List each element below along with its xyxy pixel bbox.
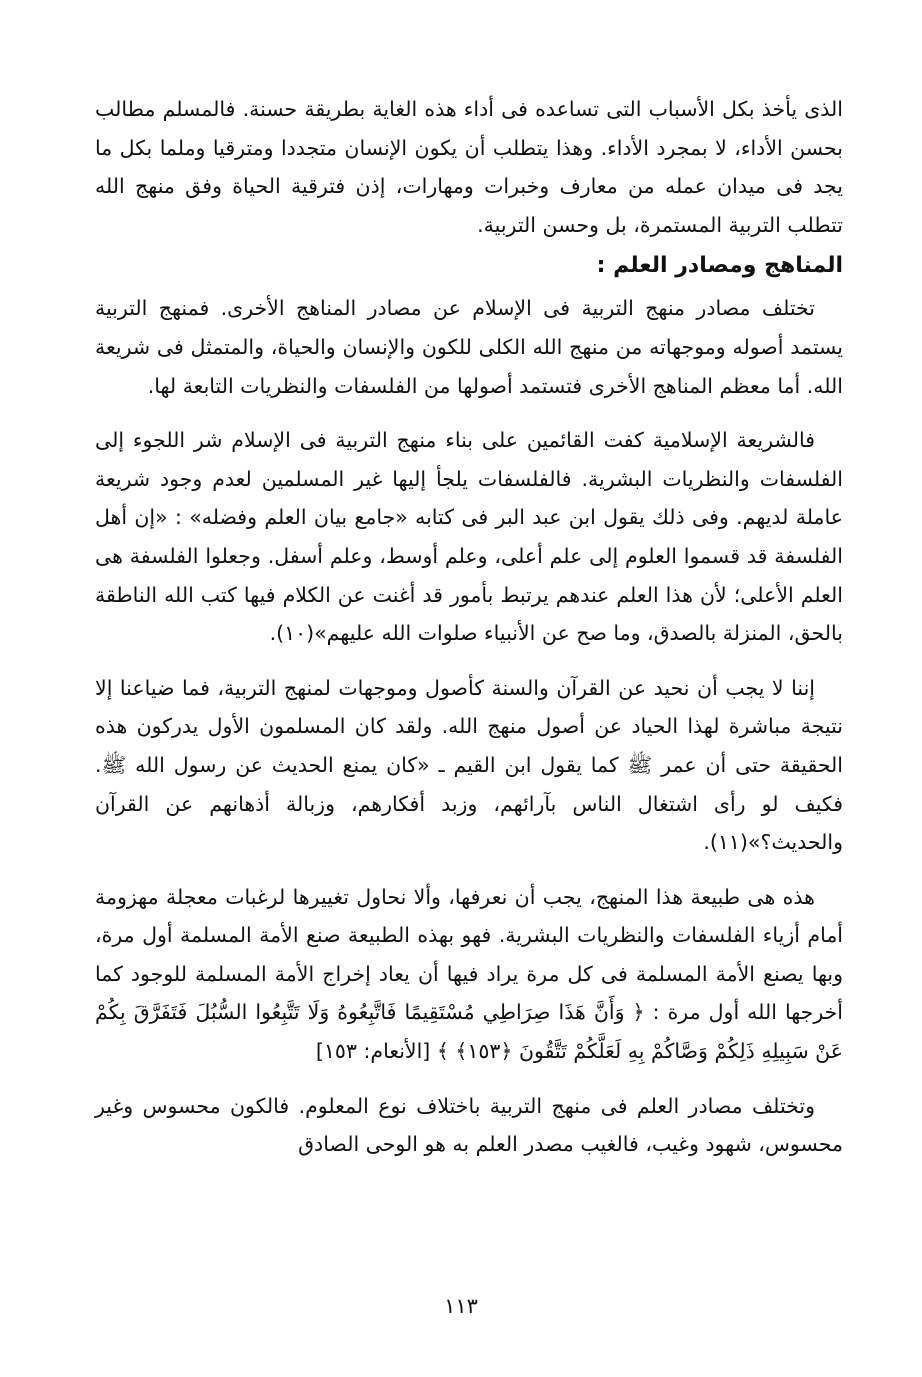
paragraph-nature-text: هذه هى طبيعة هذا المنهج، يجب أن نعرفها، وألا نحاول تغييرها لرغبات معجلة مهزومة أمام أزياء الفلسفات والنظريات البشرية. فهو بهذه الطبيعة صنع الأمة المسلمة أول مرة، وبها يصنع الأمة المسلمة فى كل مرة يراد فيها أن يعاد إخراج الأمة المسلمة للوجود كما أخرجها الله أول مرة :: [95, 884, 844, 1025]
paragraph-sources-of-knowledge: وتختلف مصادر العلم فى منهج التربية باختلاف نوع المعلوم. فالكون محسوس وغير محسوس، شهود وغيب، فالغيب مصدر العلم به هو الوحى الصادق: [95, 1093, 843, 1157]
page-body: [95, 90, 843, 1164]
paragraph-nature-of-method: [95, 878, 843, 1071]
section-heading: المناهج ومصادر العلم :: [596, 253, 843, 279]
paragraph-quran-sunnah: إننا لا يجب أن نحيد عن القرآن والسنة كأصول وموجهات لمنهج التربية، فما ضياعنا إلا نتيجة مباشرة لهذا الحياد عن أصول منهج الله. ولقد كان المسلمون الأول يدركون هذه الحقيقة حتى أن عمر ﷺ كما يقول ابن القيم ـ «كان يمنع الحديث عن رسول الله ﷺ. فكيف لو رأى اشتغال الناس بآرائهم، وزبد أفكارهم، وزبالة أذهانهم عن القرآن والحديث؟»(١١).: [95, 675, 843, 855]
verse-reference: [الأنعام: ١٥٣]: [315, 1039, 431, 1064]
page-number: ١١٣: [444, 1294, 478, 1318]
paragraph-sources: تختلف مصادر منهج التربية فى الإسلام عن مصادر المناهج الأخرى. فمنهج التربية يستمد أصوله وموجهاته من منهج الله الكلى للكون والإنسان والحياة، والمتمثل فى شريعة الله. أما معظم المناهج الأخرى فتستمد أصولها من الفلسفات والنظريات التابعة لها.: [95, 296, 843, 398]
quran-verse: ﴿ وَأَنَّ هَذَا صِرَاطِي مُسْتَقِيمًا فَاتَّبِعُوهُ وَلَا تَتَّبِعُوا السُّبُلَ فَتَفَرَّقَ بِكُمْ عَنْ سَبِيلِهِ ذَلِكُمْ وَصَّاكُمْ بِهِ لَعَلَّكُمْ تَتَّقُونَ ﴿١٥٣﴾ ﴾: [95, 1000, 843, 1064]
paragraph-sharia: فالشريعة الإسلامية كفت القائمين على بناء منهج التربية فى الإسلام شر اللجوء إلى الفلسفات والنظريات البشرية. فالفلسفات يلجأ إليها غير المسلمين لعدم وجود شريعة عاملة لديهم. وفى ذلك يقول ابن عبد البر فى كتابه «جامع بيان العلم وفضله» : «إن أهل الفلسفة قد قسموا العلوم إلى علم أعلى، وعلم أوسط، وعلم أسفل. وجعلوا الفلسفة هى العلم الأعلى؛ لأن هذا العلم عندهم يرتبط بأمور قد أغنت عن الكلام فيها كتب الله الناطقة بالحق، المنزلة بالصدق، وما صح عن الأنبياء صلوات الله عليهم»(١٠).: [95, 428, 843, 646]
paragraph-continuation: الذى يأخذ بكل الأسباب التى تساعده فى أداء هذه الغاية بطريقة حسنة. فالمسلم مطالب بحسن الأداء، لا بمجرد الأداء. وهذا يتطلب أن يكون الإنسان متجددا ومترقيا وملما بكل ما يجد فى ميدان عمله من معارف وخبرات ومهارات، إذن فترقية الحياة وفق منهج الله تتطلب التربية المستمرة، بل وحسن التربية.: [95, 97, 843, 237]
